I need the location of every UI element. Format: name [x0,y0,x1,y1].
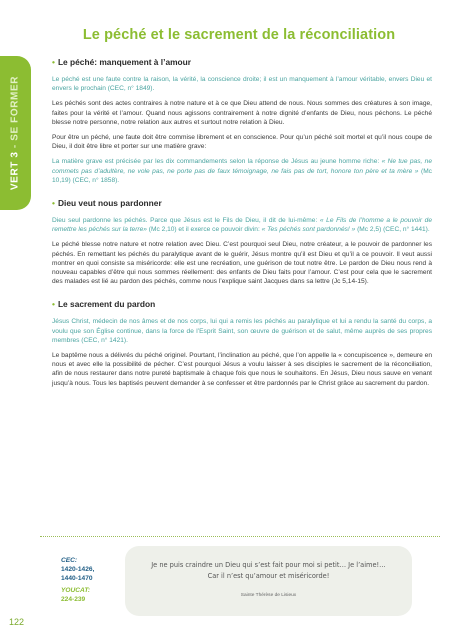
cec-reference: 1440-1470 [61,575,93,582]
quote-author: Sainte Thérèse de Lisieux [240,593,297,598]
section-heading-pardonner: • Dieu veut nous pardonner [52,198,162,209]
body-paragraph: Le péché blesse notre nature et notre relation avec Dieu. C’est pourquoi seul Dieu, notre créateur, a le pouvoir de pardonner les péchés. En remettant les péchés du paralytique avant de le guérir, Jésus montre qu’il est Dieu et qu’il a ce pouvoir. Il veut aussi montrer en quoi consiste sa miséricorde: elle est une recréation, une guérison de tout notre être. Le pardon de Dieu nous rend à nouveau capables d’être qui nous sommes réellement: des enfants de Dieu faits pour l’amour. C’est pour cela que le sacrement des malades est lié au pardon des péchés, comme nous l’explique saint Jacques dans sa lettre (Jc 5,14-15). [52,241,432,286]
catechism-quote: Le péché est une faute contre la raison, la vérité, la conscience droite; il est un manquement à l’amour véritable, envers Dieu et envers le prochain (CEC, n° 1849). [52,76,432,93]
youcat-label: YOUCAT: [61,587,91,594]
body-paragraph: Le baptême nous a délivrés du péché originel. Pourtant, l’inclination au péché, que l’on appelle la « concupiscence », demeure en nous et avec elle la possibilité de pécher. C’est pourquoi Jésus a voulu laisser à ses disciples le sacrement de la réconciliation, afin de nous restaurer dans notre pureté baptismale à chaque fois que nous le souhaitons. En Jésus, Dieu nous sauve en venant jusqu’à nous. Tous les baptisés peuvent demander à se confesser et être pardonnés par le Christ grâce au sacrement du pardon. [52,352,432,387]
cec-reference: 1420-1426, [61,566,95,573]
cec-label: CEC: [61,557,78,564]
references-block [61,556,131,604]
youcat-reference: 224-239 [61,596,86,603]
body-paragraph: Les péchés sont des actes contraires à notre nature et à ce que Dieu attend de nous. Nous sommes des créatures à son image, faites pour la vérité et l’amour. Quand nous agissons contrairement à notre dignité d’enfants de Dieu, nous péchons. Le péché blesse notre personne, notre relation aux autres et surtout notre relation à Dieu. [52,100,432,126]
catechism-quote: La matière grave est précisée par les dix commandements selon la réponse de Jésus au jeune homme riche: « Ne tue pas, ne commets pas d’adultère, ne vole pas, ne porte pas de faux témoignage, ne fais pas de tort, honore ton père et ta mère » (Mc 10,19) (CEC, n° 1858). [52,158,432,184]
page-title: Le péché et le sacrement de la réconciliation [82,27,396,43]
chapter-side-tab-label: VERT 3 - SE FORMER [9,75,21,191]
page-number: 122 [9,617,25,627]
bullet-icon: • [52,299,55,310]
catechism-quote: Jésus Christ, médecin de nos âmes et de nos corps, lui qui a remis les péchés au paralytique et lui a rendu la santé du corps, a voulu que son Église continue, dans la force de l’Esprit Saint, son œuvre de guérison et de salut, même auprès de ses propres membres (CEC, n° 1421). [52,318,432,344]
catechism-quote: Dieu seul pardonne les péchés. Parce que Jésus est le Fils de Dieu, il dit de lui-même: « Le Fils de l’homme a le pouvoir de remettre les péchés sur la terre» (Mc 2,10) et il exerce ce pouvoir divin: « Tes péchés sont pardonnés! » (Mc 2,5) (CEC, n° 1441). [52,217,433,234]
saint-quote-text: Je ne puis craindre un Dieu qui s’est fait pour moi si petit… Je l’aime!… Car il n’est qu’amour et miséricorde! [151,561,386,580]
saint-quote-box [125,546,412,616]
main-content [52,57,432,394]
bullet-icon: • [52,57,55,67]
body-paragraph: Pour être un péché, une faute doit être commise librement et en conscience. Pour qu’un péché soit mortel et qu’il nous coupe de Dieu, il doit être libre et porter sur une matière grave: [52,134,432,151]
section-heading-peche: • Le péché: manquement à l’amour [52,57,192,67]
section-heading-sacrement: • Le sacrement du pardon [52,299,156,310]
section-divider [40,536,440,537]
bullet-icon: • [52,198,55,209]
